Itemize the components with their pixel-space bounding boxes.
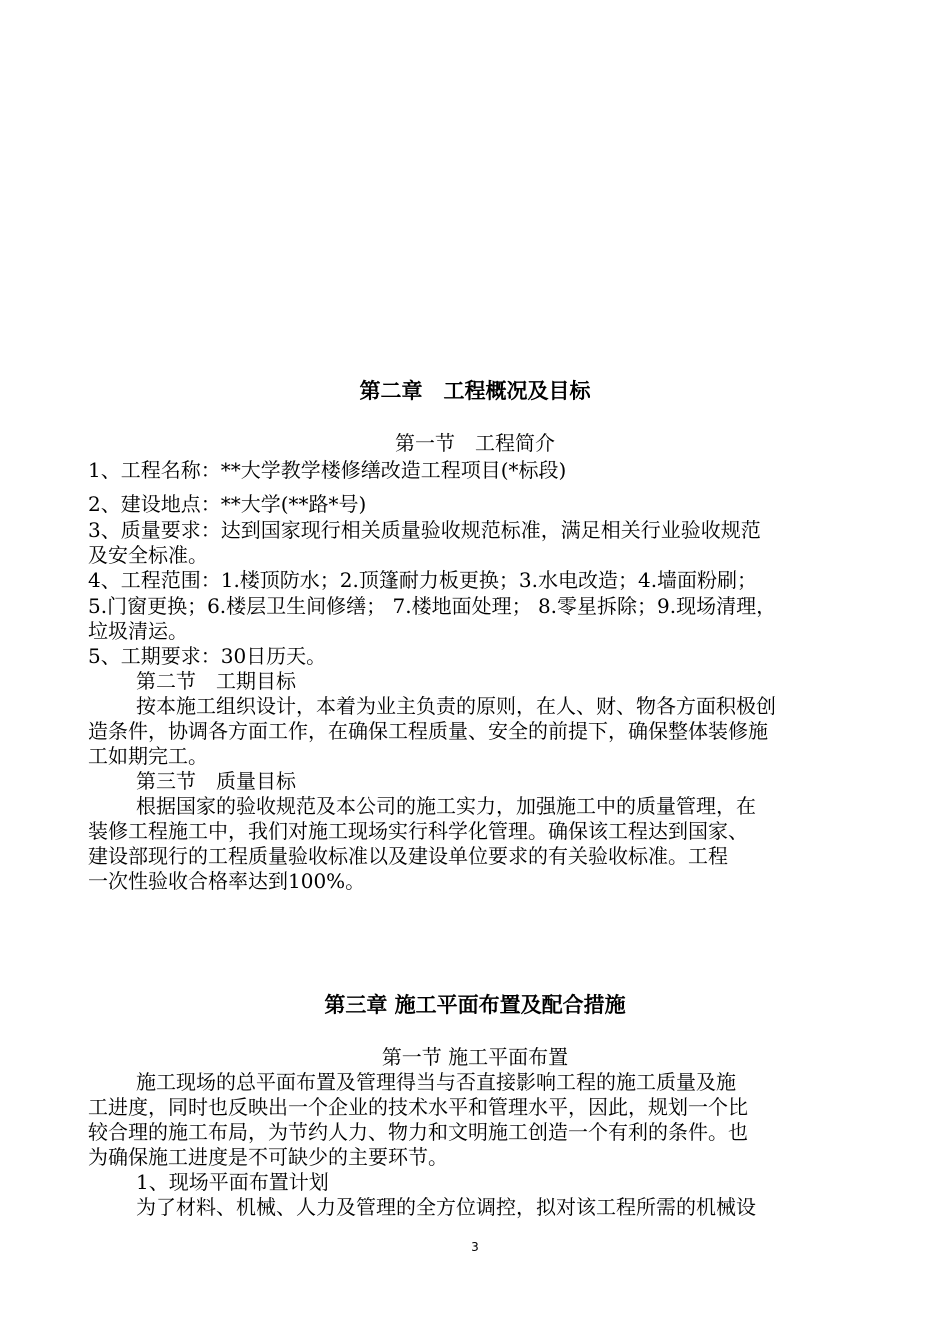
paragraph-line: 造条件，协调各方面工作，在确保工程质量、安全的前提下，确保整体装修施: [88, 719, 768, 743]
paragraph-line: 为确保施工进度是不可缺少的主要环节。: [88, 1145, 448, 1169]
paragraph-line: 较合理的施工布局，为节约人力、物力和文明施工创造一个有利的条件。也: [88, 1120, 748, 1144]
paragraph-line: 2、建设地点：**大学(**路*号): [88, 492, 367, 516]
paragraph-line: 根据国家的验收规范及本公司的施工实力，加强施工中的质量管理，在: [136, 794, 756, 818]
paragraph-line: 工如期完工。: [88, 744, 208, 768]
paragraph-line: 5、工期要求：30日历天。: [88, 644, 327, 668]
paragraph-line: 建设部现行的工程质量验收标准以及建设单位要求的有关验收标准。工程: [88, 844, 728, 868]
section-title: 第三节 质量目标: [136, 769, 296, 793]
paragraph-line: 一次性验收合格率达到100%。: [88, 869, 366, 893]
paragraph-line: 垃圾清运。: [88, 619, 188, 643]
paragraph-line: 4、工程范围：1.楼顶防水；2.顶篷耐力板更换；3.水电改造；4.墙面粉刷；: [88, 568, 758, 592]
page-number: 3: [471, 1240, 479, 1254]
paragraph-line: 5.门窗更换；6.楼层卫生间修缮； 7.楼地面处理； 8.零星拆除；9.现场清理，: [88, 594, 777, 618]
paragraph-line: 为了材料、机械、人力及管理的全方位调控，拟对该工程所需的机械设: [136, 1195, 756, 1219]
paragraph-line: 装修工程施工中，我们对施工现场实行科学化管理。确保该工程达到国家、: [88, 819, 748, 843]
chapter3-title: 第三章 施工平面布置及配合措施: [324, 992, 626, 1017]
paragraph-line: 按本施工组织设计，本着为业主负责的原则，在人、财、物各方面积极创: [136, 694, 776, 718]
paragraph-line: 工进度，同时也反映出一个企业的技术水平和管理水平，因此，规划一个比: [88, 1095, 748, 1119]
paragraph-line: 及安全标准。: [88, 543, 208, 567]
subsection-title: 1、现场平面布置计划: [136, 1170, 329, 1194]
section-title: 第一节 工程简介: [395, 431, 555, 455]
section-title: 第一节 施工平面布置: [381, 1045, 569, 1069]
chapter2-title: 第二章 工程概况及目标: [359, 378, 591, 403]
paragraph-line: 3、质量要求：达到国家现行相关质量验收规范标准，满足相关行业验收规范: [88, 518, 761, 542]
paragraph-line: 1、工程名称：**大学教学楼修缮改造工程项目(*标段): [88, 458, 567, 482]
paragraph-line: 施工现场的总平面布置及管理得当与否直接影响工程的施工质量及施: [136, 1070, 736, 1094]
section-title: 第二节 工期目标: [136, 669, 296, 693]
